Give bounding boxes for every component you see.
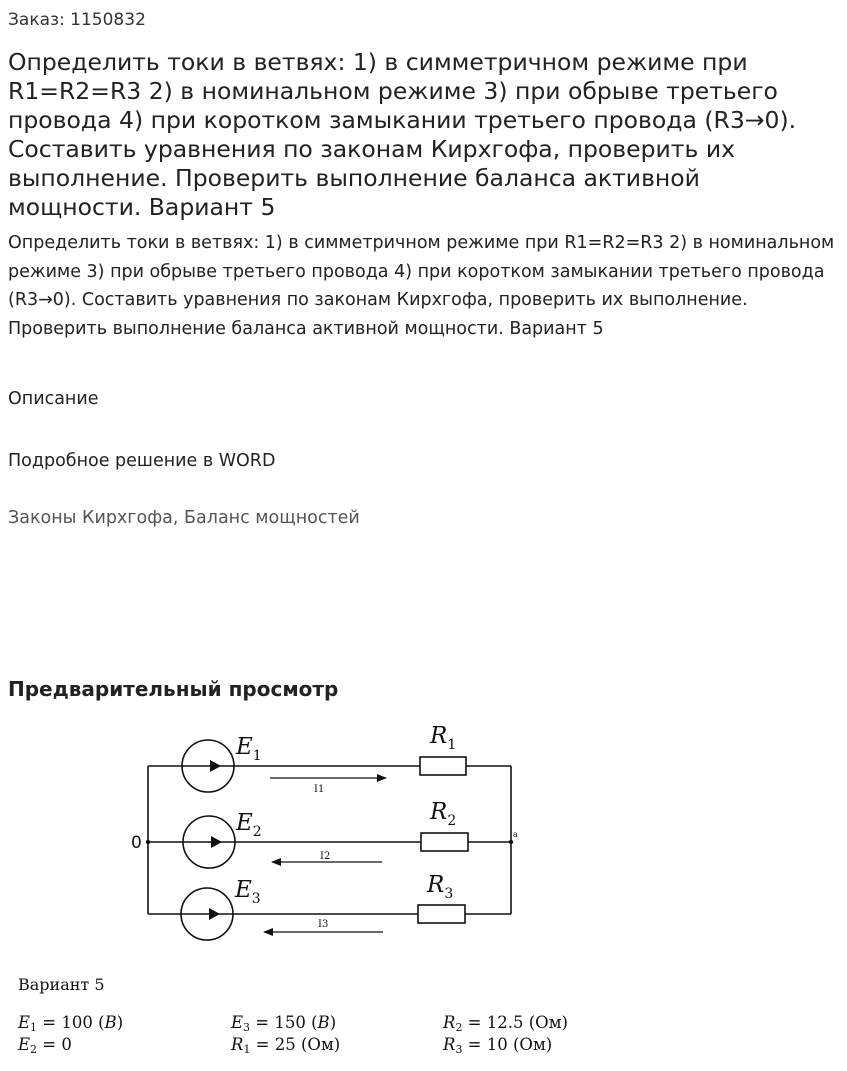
label-e2: $E_2$ <box>236 810 262 840</box>
node-a <box>509 840 513 844</box>
label-node-a: a <box>513 830 518 839</box>
preview-heading: Предварительный просмотр <box>8 677 339 701</box>
tag-power-balance[interactable]: Баланс мощностей <box>184 508 360 528</box>
description-heading: Описание <box>8 389 99 409</box>
node-0 <box>146 840 150 844</box>
param-r1: $R_1 = 25$ (Ом) <box>231 1035 341 1056</box>
page-title: Определить токи в ветвях: 1) в симметричном режиме при R1=R2=R3 2) в номинальном режиме 3) при обрыве третьего провода 4) при коротком замыкании третьего провода (R3→0). Составить уравнения по законам Кирхгофа, проверить их выполнение. Проверить выполнение баланса активной мощности. Вариант 5 <box>8 48 797 221</box>
order-number: Заказ: 1150832 <box>8 10 146 30</box>
resistor-r2 <box>421 833 468 851</box>
label-r1: $R_1$ <box>430 723 457 753</box>
solution-note: Подробное решение в WORD <box>8 451 276 471</box>
task-description: Определить токи в ветвях: 1) в симметричном режиме при R1=R2=R3 2) в номинальном режиме 3) при обрыве третьего провода 4) при коротком замыкании третьего провода (R3→0). Составить уравнения по законам Кирхгофа, проверить их выполнение. Проверить выполнение баланса активной мощности. Вариант 5 <box>8 233 835 339</box>
label-i3: I3 <box>318 919 329 930</box>
resistor-r3 <box>418 905 465 923</box>
tag-list <box>8 508 360 528</box>
param-e3: $E_3 = 150$ (B) <box>231 1013 337 1034</box>
variant-label: Вариант 5 <box>18 975 105 994</box>
label-e3: $E_3$ <box>235 877 261 907</box>
param-r2: $R_2 = 12.5$ (Ом) <box>443 1013 568 1034</box>
param-r3: $R_3 = 10$ (Ом) <box>443 1035 553 1056</box>
tag-kirchhoff[interactable]: Законы Кирхгофа <box>8 508 173 528</box>
label-i1: I1 <box>314 784 325 795</box>
label-node-0: 0 <box>131 833 142 853</box>
label-r3: $R_3$ <box>427 872 454 902</box>
resistor-r1 <box>420 757 466 775</box>
label-r2: $R_2$ <box>430 799 457 829</box>
param-e1: $E_1 = 100$ (B) <box>18 1013 124 1034</box>
circuit-diagram <box>0 715 847 965</box>
tag-separator: , <box>172 508 185 528</box>
label-i2: I2 <box>320 851 331 862</box>
param-e2: $E_2 = 0$ <box>18 1035 72 1056</box>
label-e1: $E_1$ <box>236 734 262 764</box>
